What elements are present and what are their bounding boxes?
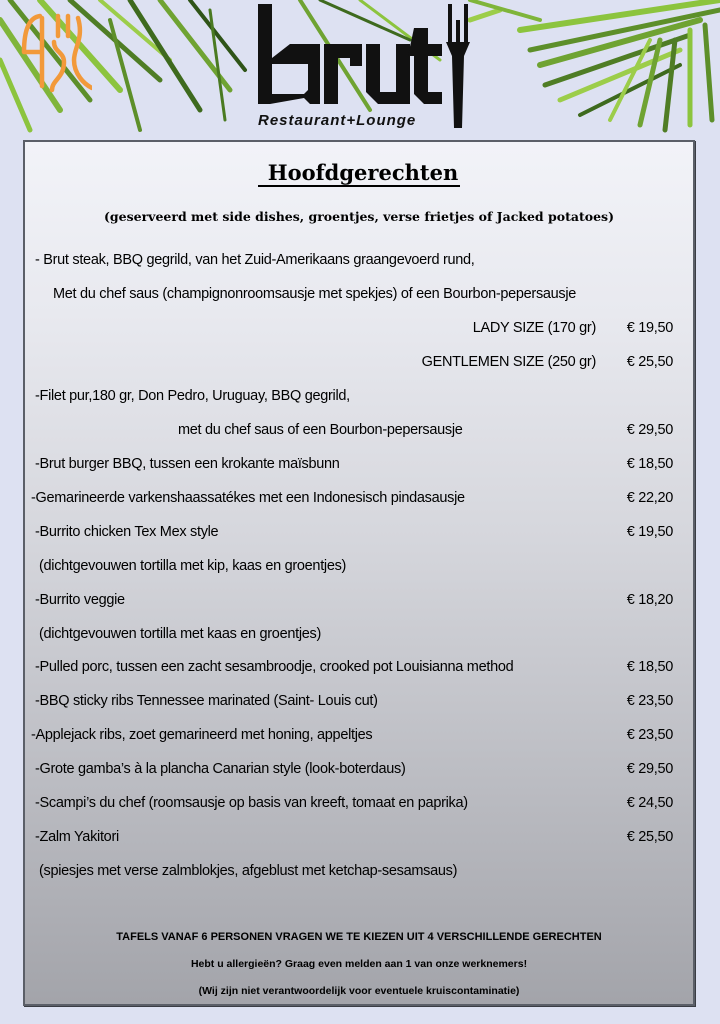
brand-subtitle: Restaurant+Lounge: [258, 112, 417, 129]
menu-item-line: -Zalm Yakitori: [35, 829, 119, 845]
menu-item-line: -Gemarineerde varkenshaassatékes met een Indonesisch pindasausje: [31, 490, 465, 506]
menu-item-line: -Burrito veggie: [35, 592, 125, 608]
page-title: Hoofdgerechten: [25, 160, 693, 185]
menu-item-description: (dichtgevouwen tortilla met kaas en groentjes): [39, 626, 321, 642]
menu-item-line: -Brut burger BBQ, tussen een krokante maïsbunn: [35, 456, 340, 472]
menu-item-size-option: LADY SIZE (170 gr): [472, 320, 596, 336]
menu-header: [0, 0, 720, 136]
menu-item-price: € 25,50: [626, 354, 673, 370]
menu-item-line: - Brut steak, BBQ gegrild, van het Zuid-Amerikaans graangevoerd rund,: [35, 252, 475, 268]
menu-item-price: € 19,50: [626, 320, 673, 336]
menu-item-line: -Scampi’s du chef (roomsausje op basis van kreeft, tomaat en paprika): [35, 795, 468, 811]
menu-item-line: -BBQ sticky ribs Tennessee marinated (Saint- Louis cut): [35, 693, 378, 709]
menu-item-line: -Grote gamba’s à la plancha Canarian style (look-boterdaus): [35, 761, 406, 777]
menu-item-price: € 23,50: [626, 727, 673, 743]
menu-item-line: -Applejack ribs, zoet gemarineerd met honing, appeltjes: [31, 727, 373, 743]
menu-item-line: -Burrito chicken Tex Mex style: [35, 524, 219, 540]
menu-item-line: Met du chef saus (champignonroomsausje met spekjes) of een Bourbon-pepersausje: [53, 286, 577, 302]
menu-item-price: € 18,50: [626, 456, 673, 472]
menu-item-price: € 25,50: [626, 829, 673, 845]
menu-item-price: € 22,20: [626, 490, 673, 506]
menu-item-size-option: GENTLEMEN SIZE (250 gr): [421, 354, 596, 370]
menu-item-line: met du chef saus of een Bourbon-pepersausje: [178, 422, 463, 438]
45-degrees-logo-icon: [12, 8, 92, 98]
menu-item-price: € 24,50: [626, 795, 673, 811]
menu-subtitle: (geserveerd met side dishes, groentjes, verse frietjes of Jacked potatoes): [104, 209, 614, 224]
footer-notice: TAFELS VANAF 6 PERSONEN VRAGEN WE TE KIEZEN UIT 4 VERSCHILLENDE GERECHTEN: [116, 931, 602, 943]
menu-item-description: (dichtgevouwen tortilla met kip, kaas en groentjes): [39, 558, 347, 574]
allergy-notice: Hebt u allergieën? Graag even melden aan 1 van onze werknemers!: [190, 958, 528, 970]
menu-card: [23, 140, 695, 1006]
disclaimer-notice: (Wij zijn niet verantwoordelijk voor eventuele kruiscontaminatie): [198, 985, 520, 997]
menu-item-line: -Pulled porc, tussen een zacht sesambroodje, crooked pot Louisianna method: [35, 659, 514, 675]
menu-item-price: € 23,50: [626, 693, 673, 709]
menu-item-price: € 18,20: [626, 592, 673, 608]
menu-item-description: (spiesjes met verse zalmblokjes, afgeblust met ketchap-sesamsaus): [39, 863, 458, 879]
menu-item-price: € 18,50: [626, 659, 673, 675]
menu-item-price: € 19,50: [626, 524, 673, 540]
menu-item-price: € 29,50: [626, 422, 673, 438]
menu-item-price: € 29,50: [626, 761, 673, 777]
menu-item-line: -Filet pur,180 gr, Don Pedro, Uruguay, BBQ gegrild,: [35, 388, 350, 404]
